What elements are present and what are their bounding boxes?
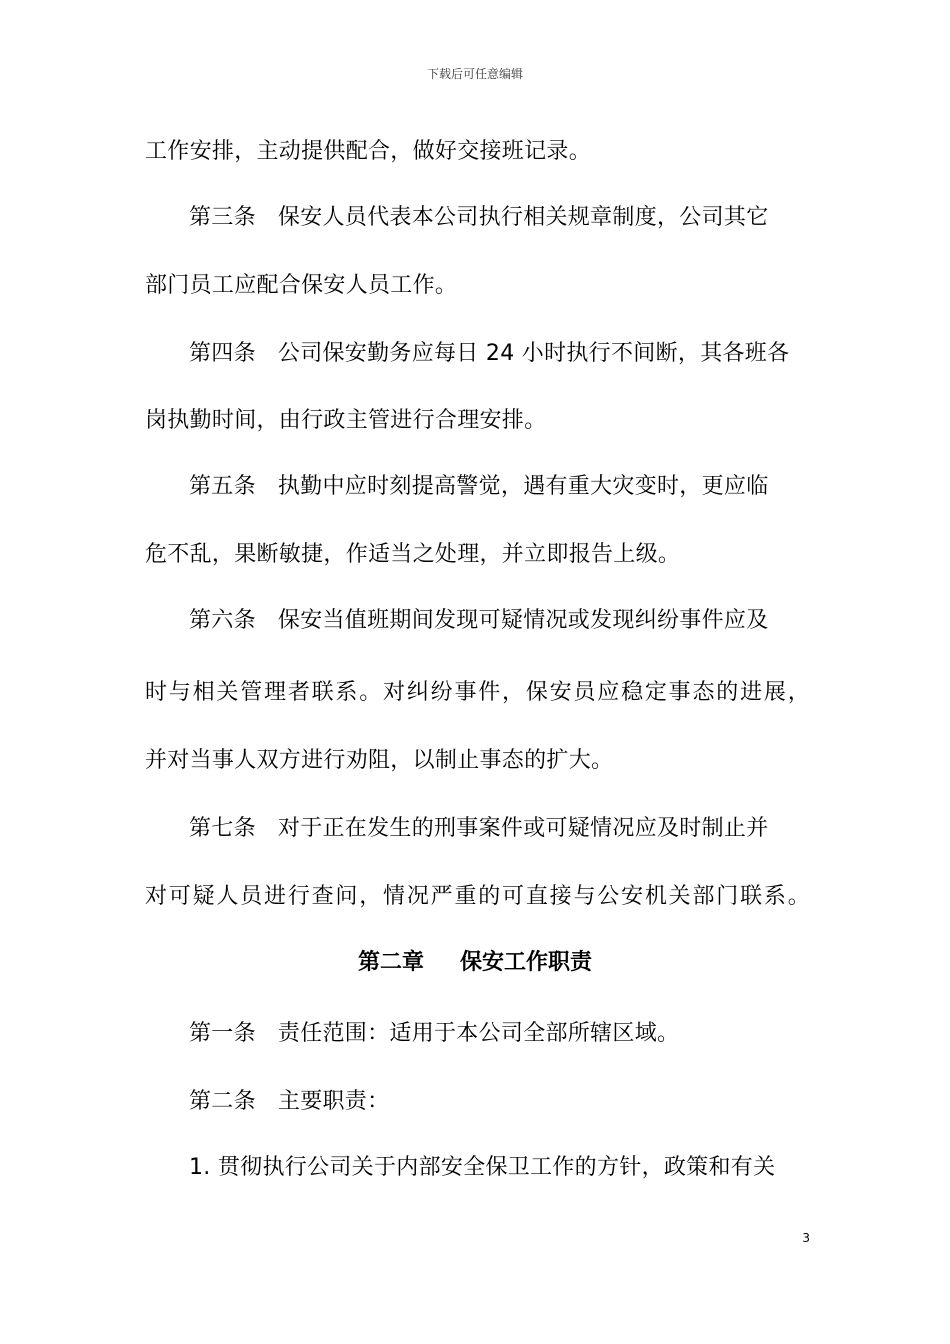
article-label: 第一条 xyxy=(189,1021,256,1046)
article-6-line-2: 时与相关管理者联系。对纠纷事件，保安员应稳定事态的进展， xyxy=(145,680,810,705)
article-label: 第二条 xyxy=(189,1089,256,1114)
page-header: 下载后可任意编辑 xyxy=(426,67,523,81)
article-text: 公司保安勤务应每日 24 小时执行不间断，其各班各 xyxy=(277,341,790,366)
article-3-line-2: 部门员工应配合保安人员工作。 xyxy=(145,273,458,298)
article-3-line-1 xyxy=(189,203,810,233)
article-6-line-1 xyxy=(189,606,810,636)
article-text: 主要职责： xyxy=(277,1089,390,1114)
article-text: 保安当值班期间发现可疑情况或发现纠纷事件应及 xyxy=(277,608,769,633)
article-label: 第五条 xyxy=(189,474,256,499)
chapter-2-article-2 xyxy=(189,1087,810,1117)
article-label: 第七条 xyxy=(189,816,256,841)
article-label: 第六条 xyxy=(189,608,256,633)
article-text: 执勤中应时刻提高警觉，遇有重大灾变时，更应临 xyxy=(277,474,769,499)
article-label: 第三条 xyxy=(189,205,256,230)
paragraph-line: 工作安排，主动提供配合，做好交接班记录。 xyxy=(145,139,592,164)
article-label: 第四条 xyxy=(189,341,256,366)
article-4-line-1 xyxy=(189,339,810,369)
page-number: 3 xyxy=(802,1231,810,1245)
article-4-line-2: 岗执勤时间，由行政主管进行合理安排。 xyxy=(145,408,547,433)
article-text: 对于正在发生的刑事案件或可疑情况应及时制止并 xyxy=(277,816,769,841)
list-item-1: 1. 贯彻执行公司关于内部安全保卫工作的方针，政策和有关 xyxy=(189,1155,776,1180)
article-7-line-1 xyxy=(189,814,810,844)
chapter-heading xyxy=(0,948,950,978)
chapter-2-article-1 xyxy=(189,1019,810,1049)
article-6-line-3: 并对当事人双方进行劝阻，以制止事态的扩大。 xyxy=(145,748,614,773)
article-5-line-2: 危不乱，果断敏捷，作适当之处理，并立即报告上级。 xyxy=(145,542,681,567)
article-7-line-2: 对可疑人员进行查问，情况严重的可直接与公安机关部门联系。 xyxy=(145,884,810,909)
chapter-number: 第二章 xyxy=(357,950,424,975)
article-text: 保安人员代表本公司执行相关规章制度，公司其它 xyxy=(277,205,769,230)
article-text: 责任范围：适用于本公司全部所辖区域。 xyxy=(277,1021,680,1046)
article-5-line-1 xyxy=(189,472,810,502)
chapter-title: 保安工作职责 xyxy=(460,950,593,975)
